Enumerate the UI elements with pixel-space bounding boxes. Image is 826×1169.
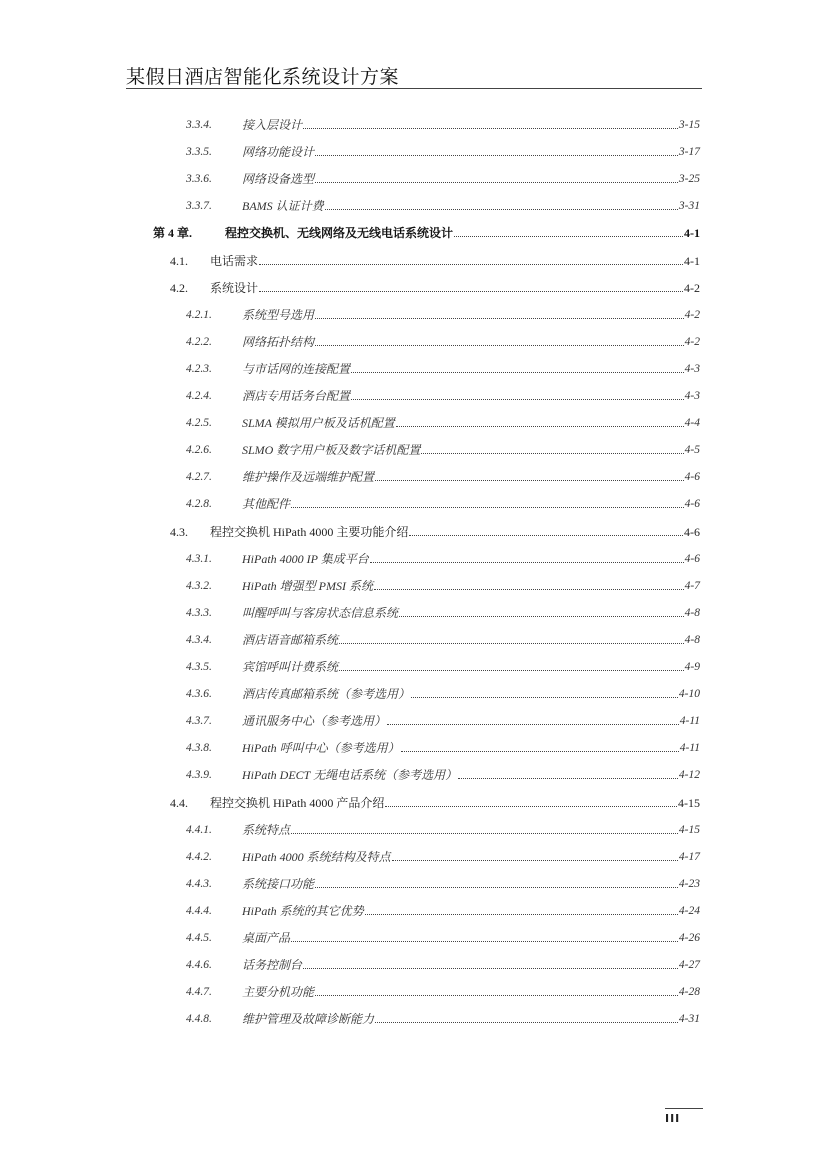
toc-entry[interactable] xyxy=(186,412,700,430)
toc-entry[interactable] xyxy=(186,385,700,403)
toc-entry-title: 与市话网的连接配置 xyxy=(242,361,351,376)
toc-entry-title: 程控交换机 HiPath 4000 主要功能介绍 xyxy=(210,524,409,539)
toc-entry-page: 4-3 xyxy=(684,362,700,375)
toc-entry-title: 接入层设计 xyxy=(242,118,303,132)
toc-entry[interactable] xyxy=(186,737,700,755)
toc-entry[interactable] xyxy=(170,250,700,268)
toc-entry-page: 4-8 xyxy=(684,606,700,619)
toc-entry-title: 网络拓扑结构 xyxy=(242,334,315,349)
toc-entry-page: 4-7 xyxy=(684,579,700,592)
toc-entry-number: 4.1. xyxy=(170,253,188,268)
document-title: 某假日酒店智能化系统设计方案 xyxy=(126,66,400,88)
toc-entry[interactable] xyxy=(186,981,700,999)
toc-entry-title: 宾馆呼叫计费系统 xyxy=(242,660,339,674)
toc-entry-number: 4.3.9. xyxy=(186,769,212,782)
toc-entry-number: 3.3.4. xyxy=(186,119,212,131)
dot-leader xyxy=(421,453,683,454)
dot-leader xyxy=(370,562,684,563)
dot-leader xyxy=(458,778,678,779)
dot-leader xyxy=(409,535,683,536)
dot-leader xyxy=(385,806,677,807)
toc-entry[interactable] xyxy=(153,222,700,240)
toc-entry-page: 4-27 xyxy=(678,959,700,972)
toc-entry-number: 4.2.4. xyxy=(186,390,212,402)
toc-entry-page: 3-31 xyxy=(678,200,700,213)
dot-leader xyxy=(399,616,684,617)
toc-entry-number: 4.4.2. xyxy=(186,850,212,863)
toc-entry[interactable] xyxy=(170,792,700,810)
toc-entry-title: HiPath 增强型 PMSI 系统 xyxy=(242,578,373,593)
toc-entry-page: 4-15 xyxy=(678,795,700,810)
toc-entry-number: 4.4.6. xyxy=(186,959,212,972)
toc-entry-title: 酒店语音邮箱系统 xyxy=(242,632,339,647)
toc-entry-number: 4.4.3. xyxy=(186,877,212,890)
toc-entry-number: 4.4.7. xyxy=(186,986,212,999)
toc-entry-page: 4-2 xyxy=(684,308,700,321)
dot-leader xyxy=(291,941,678,942)
dot-leader xyxy=(259,264,683,265)
toc-entry-title: 主要分机功能 xyxy=(242,985,315,1000)
toc-entry[interactable] xyxy=(186,548,700,566)
toc-entry-page: 4-28 xyxy=(678,986,700,999)
toc-entry-number: 4.4.8. xyxy=(186,1013,212,1026)
toc-entry-number: 4.4. xyxy=(170,795,188,810)
toc-entry[interactable] xyxy=(186,710,700,728)
toc-entry-number: 4.2.1. xyxy=(186,308,212,321)
toc-entry-title: 网络功能设计 xyxy=(242,145,315,160)
toc-entry-title: 酒店专用话务台配置 xyxy=(242,389,351,403)
toc-entry[interactable] xyxy=(186,602,700,620)
toc-entry-number: 4.3.4. xyxy=(186,633,212,646)
toc-entry-page: 4-6 xyxy=(684,552,700,565)
dot-leader xyxy=(375,480,684,481)
toc-entry[interactable] xyxy=(186,493,700,511)
toc-entry-number: 4.4.1. xyxy=(186,823,212,836)
toc-entry-page: 4-6 xyxy=(684,524,700,539)
toc-entry-number: 4.2.8. xyxy=(186,498,212,511)
toc-entry-page: 4-11 xyxy=(679,742,700,755)
dot-leader xyxy=(351,399,684,400)
toc-entry[interactable] xyxy=(186,114,700,132)
toc-entry-title: SLMO 数字用户板及数字话机配置 xyxy=(242,443,421,458)
dot-leader xyxy=(339,670,684,671)
toc-entry[interactable] xyxy=(186,1008,700,1026)
dot-leader xyxy=(315,155,678,156)
toc-entry-number: 4.4.5. xyxy=(186,932,212,944)
toc-entry-page: 4-10 xyxy=(678,688,700,701)
toc-entry[interactable] xyxy=(186,900,700,918)
toc-entry-number: 4.3.7. xyxy=(186,715,212,728)
toc-entry[interactable] xyxy=(186,439,700,457)
dot-leader xyxy=(325,209,678,210)
toc-entry[interactable] xyxy=(186,656,700,674)
toc-entry-title: HiPath 4000 IP 集成平台 xyxy=(242,551,369,566)
dot-leader xyxy=(303,968,678,969)
toc-entry-title: 叫醒呼叫与客房状态信息系统 xyxy=(242,605,399,620)
dot-leader xyxy=(375,1022,678,1023)
toc-entry-title: 系统接口功能 xyxy=(242,876,315,891)
toc-entry-page: 4-5 xyxy=(684,444,700,457)
toc-entry-number: 4.3.5. xyxy=(186,661,212,673)
dot-leader xyxy=(339,643,684,644)
dot-leader xyxy=(351,372,684,373)
toc-entry-number: 3.3.6. xyxy=(186,173,212,186)
dot-leader xyxy=(374,589,684,590)
dot-leader xyxy=(315,318,684,319)
toc-entry[interactable] xyxy=(186,195,700,213)
toc-entry-title: BAMS 认证计费 xyxy=(242,199,324,214)
toc-entry-page: 4-1 xyxy=(684,226,700,241)
toc-entry[interactable] xyxy=(186,629,700,647)
dot-leader xyxy=(454,236,683,237)
toc-entry-page: 4-2 xyxy=(684,280,700,295)
dot-leader xyxy=(315,887,678,888)
dot-leader xyxy=(291,507,684,508)
toc-entry-number: 4.2.5. xyxy=(186,417,212,430)
toc-entry-number: 4.2.7. xyxy=(186,471,212,484)
toc-entry-number: 4.3.8. xyxy=(186,742,212,755)
toc-entry-title: SLMA 模拟用户板及话机配置 xyxy=(242,416,395,431)
toc-entry-title: 酒店传真邮箱系统（参考选用） xyxy=(242,687,411,702)
page-header xyxy=(126,60,702,89)
toc-entry-number: 4.4.4. xyxy=(186,904,212,917)
dot-leader xyxy=(392,860,678,861)
dot-leader xyxy=(315,182,678,183)
toc-entry[interactable] xyxy=(186,575,700,593)
toc-entry-page: 4-6 xyxy=(684,498,700,511)
toc-entry[interactable] xyxy=(186,927,700,945)
toc-entry[interactable] xyxy=(186,819,700,837)
toc-entry[interactable] xyxy=(170,521,700,539)
dot-leader xyxy=(411,697,678,698)
toc-entry-title: 系统型号选用 xyxy=(242,307,315,322)
dot-leader xyxy=(387,724,679,725)
dot-leader xyxy=(401,751,679,752)
toc-entry-title: 维护管理及故障诊断能力 xyxy=(242,1012,375,1027)
toc-entry[interactable] xyxy=(186,168,700,186)
toc-entry-number: 4.2.3. xyxy=(186,362,212,375)
toc-entry-number: 3.3.7. xyxy=(186,200,212,213)
toc-entry[interactable] xyxy=(186,331,700,349)
toc-entry-title: HiPath 系统的其它优势 xyxy=(242,903,364,918)
toc-entry-title: 通讯服务中心（参考选用） xyxy=(242,714,387,729)
toc-entry-number: 4.2. xyxy=(170,280,188,295)
toc-entry-page: 4-2 xyxy=(684,335,700,348)
toc-entry-page: 3-15 xyxy=(678,119,700,131)
toc-entry-title: 程控交换机、无线网络及无线电话系统设计 xyxy=(225,226,454,241)
toc-entry-page: 4-8 xyxy=(684,633,700,646)
toc-entry-number: 4.2.2. xyxy=(186,335,212,348)
toc-entry[interactable] xyxy=(186,764,700,782)
toc-entry-number: 第 4 章. xyxy=(153,226,193,241)
toc-entry-title: 系统设计 xyxy=(210,280,259,295)
toc-entry[interactable] xyxy=(186,683,700,701)
toc-entry-page: 4-24 xyxy=(678,904,700,917)
toc-entry-number: 4.3.2. xyxy=(186,579,212,592)
toc-entry-page: 3-25 xyxy=(678,173,700,186)
toc-entry-title: 桌面产品 xyxy=(242,931,291,945)
toc-entry-page: 4-31 xyxy=(678,1013,700,1026)
toc-entry-title: 其他配件 xyxy=(242,497,291,512)
toc-entry-number: 4.3.6. xyxy=(186,688,212,701)
toc-entry-title: HiPath 4000 系统结构及特点 xyxy=(242,849,391,864)
toc-entry[interactable] xyxy=(186,304,700,322)
dot-leader xyxy=(291,833,678,834)
toc-entry-title: HiPath 呼叫中心（参考选用） xyxy=(242,741,400,756)
toc-entry-title: 电话需求 xyxy=(210,253,259,268)
dot-leader xyxy=(315,995,678,996)
toc-entry-title: 程控交换机 HiPath 4000 产品介绍 xyxy=(210,795,385,810)
toc-entry-page: 4-4 xyxy=(684,417,700,430)
toc-entry-page: 4-1 xyxy=(684,253,700,268)
toc-entry-title: 话务控制台 xyxy=(242,958,303,973)
toc-entry[interactable] xyxy=(186,954,700,972)
dot-leader xyxy=(396,426,684,427)
toc-entry-title: 系统特点 xyxy=(242,822,291,837)
toc-entry-page: 4-3 xyxy=(684,390,700,402)
dot-leader xyxy=(259,291,683,292)
toc-entry-page: 4-17 xyxy=(678,850,700,863)
toc-entry[interactable] xyxy=(186,141,700,159)
toc-entry-page: 4-26 xyxy=(678,932,700,944)
toc-entry[interactable] xyxy=(186,358,700,376)
toc-entry[interactable] xyxy=(186,466,700,484)
dot-leader xyxy=(315,345,684,346)
toc-entry-page: 4-15 xyxy=(678,823,700,836)
toc-entry-title: 网络设备选型 xyxy=(242,172,315,187)
toc-entry[interactable] xyxy=(186,873,700,891)
toc-entry[interactable] xyxy=(186,846,700,864)
page-number: III xyxy=(665,1108,703,1125)
toc-entry-number: 4.3.1. xyxy=(186,552,212,565)
toc-entry-number: 3.3.5. xyxy=(186,146,212,159)
toc-entry-title: HiPath DECT 无绳电话系统（参考选用） xyxy=(242,768,458,783)
toc-entry-page: 4-6 xyxy=(684,471,700,484)
toc-entry[interactable] xyxy=(170,277,700,295)
toc-entry-page: 4-11 xyxy=(679,715,700,728)
toc-entry-page: 4-12 xyxy=(678,769,700,782)
toc-entry-number: 4.3. xyxy=(170,524,188,539)
toc-entry-page: 4-9 xyxy=(684,661,700,673)
toc-entry-page: 4-23 xyxy=(678,877,700,890)
dot-leader xyxy=(365,914,678,915)
toc-entry-number: 4.2.6. xyxy=(186,444,212,457)
toc-entry-page: 3-17 xyxy=(678,146,700,159)
toc-entry-title: 维护操作及远端维护配置 xyxy=(242,470,375,485)
toc-entry-number: 4.3.3. xyxy=(186,606,212,619)
dot-leader xyxy=(303,128,678,129)
